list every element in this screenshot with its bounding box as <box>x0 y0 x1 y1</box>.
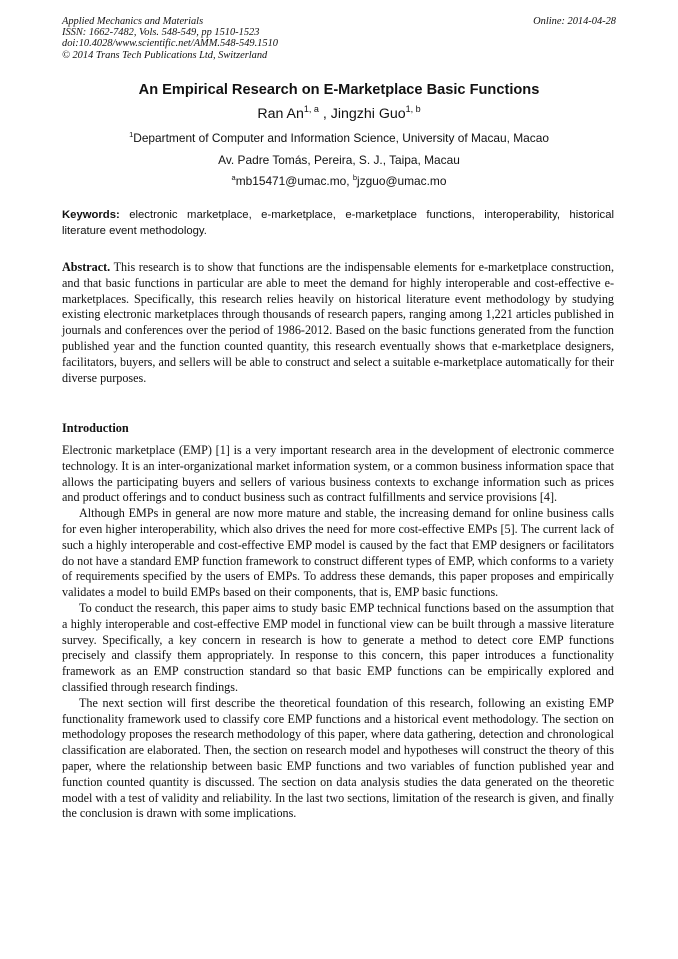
email-mark: b <box>352 173 358 182</box>
author-separator: , <box>318 106 331 122</box>
body-paragraph: Although EMPs in general are now more mature and stable, the increasing demand for online business calls for even higher interoperability, which also drives the need for more cost-effective EMPs [5]. The current lack of such a highly interoperable and cost-effective EMP model is caused by the fact that EMP designers or facilitators do not have a standard EMP function framework to construct different types of EMP, which conforms to a variety of requirements specified by the users of EMPs. To address these demands, this paper proposes and empirically validates a model to build EMPs based on their components, that is, EMP basic functions. <box>62 506 614 600</box>
body-paragraph: To conduct the research, this paper aims to study basic EMP technical functions based on the assumption that a highly interoperable and cost-effective EMP model in functional view can be built through a massive literature survey. Specifically, a key concern in research is how to generate a method to detect core EMP functions precisely and classify them appropriately. In response to this concern, this paper introduces a functionality framework as an EMP construction standard so that basic EMP functions can be empirically explored and classified through research findings. <box>62 600 614 694</box>
author-name: Jingzhi Guo <box>330 106 406 122</box>
journal-name: Applied Mechanics and Materials <box>62 16 204 27</box>
keywords-label: Keywords: <box>62 209 120 221</box>
abstract-block <box>62 260 614 386</box>
journal-issn: ISSN: 1662-7482, Vols. 548-549, pp 1510-1523 <box>62 27 260 39</box>
email-mark: a <box>231 173 236 182</box>
journal-header <box>62 16 616 61</box>
paper-title: An Empirical Research on E-Marketplace Basic Functions <box>138 82 540 98</box>
affiliation-mark: 1 <box>129 130 134 139</box>
keywords-text: electronic marketplace, e-marketplace, e-marketplace functions, interoperability, historical literature event methodology. <box>62 209 614 237</box>
journal-copyright: © 2014 Trans Tech Publications Ltd, Switzerland <box>62 49 268 61</box>
introduction-body <box>62 443 614 822</box>
author-line <box>62 104 616 124</box>
author-emails <box>62 173 616 189</box>
journal-doi: doi:10.4028/www.scientific.net/AMM.548-549.1510 <box>62 38 278 50</box>
affiliation-department <box>62 130 616 146</box>
affiliation-text: Department of Computer and Information Science, University of Macau, Macao <box>133 131 549 145</box>
author-affiliation-mark: 1, a <box>303 104 319 114</box>
email-address: mb15471@umac.mo, <box>235 174 353 188</box>
section-heading-introduction: Introduction <box>62 421 129 435</box>
keywords-block <box>62 208 614 239</box>
online-date: Online: 2014-04-28 <box>533 16 616 27</box>
abstract-paragraph <box>62 260 614 386</box>
abstract-text: This research is to show that functions are the indispensable elements for e-marketplace construction, and that basic functions in particular are able to meet the demand for highly interoperable and cost-effective e-marketplaces. Specifically, this research relies heavily on historical literature event methodology by studying existing electronic marketplaces through thousands of research papers, ranging among 1,221 articles published in journals and conferences over the period of 1986-2012. Based on the basic functions generated from the function published year and the function counted quantity, this research eventually shows that e-marketplace designers, facilitators, buyers, and sellers will be able to construct and select a suitable e-marketplace automatically for their diverse purposes. <box>62 260 614 385</box>
email-address: jzguo@umac.mo <box>357 174 447 188</box>
author-affiliation-mark: 1, b <box>405 104 421 114</box>
body-paragraph: The next section will first describe the theoretical foundation of this research, following an existing EMP functionality framework used to classify core EMP functions and a historical event methodology. The section on methodology proposes the research methodology of this paper, where data gathering, detection and chronological classification are elaborated. Then, the section on research model and hypotheses will construct the theory of this paper, where the relationship between basic EMP functions and two variables of function published year and function counted quantity is discussed. The section on data analysis studies the data generated on the theoretic model with a test of validity and reliability. In the last two sections, limitation of the research is given, and finally the conclusion is drawn with some implications. <box>62 695 614 821</box>
affiliation-address: Av. Padre Tomás, Pereira, S. J., Taipa, Macau <box>218 153 460 167</box>
abstract-label: Abstract. <box>62 260 111 274</box>
author-name: Ran An <box>257 106 304 122</box>
body-paragraph: Electronic marketplace (EMP) [1] is a very important research area in the development of electronic commerce technology. It is an inter-organizational market information system, or a common business information space that allows the participating buyers and sellers of various business contexts to exchange information such as prices and product offerings and to conduct business such as contract fulfillments and service provisions [4]. <box>62 443 614 505</box>
